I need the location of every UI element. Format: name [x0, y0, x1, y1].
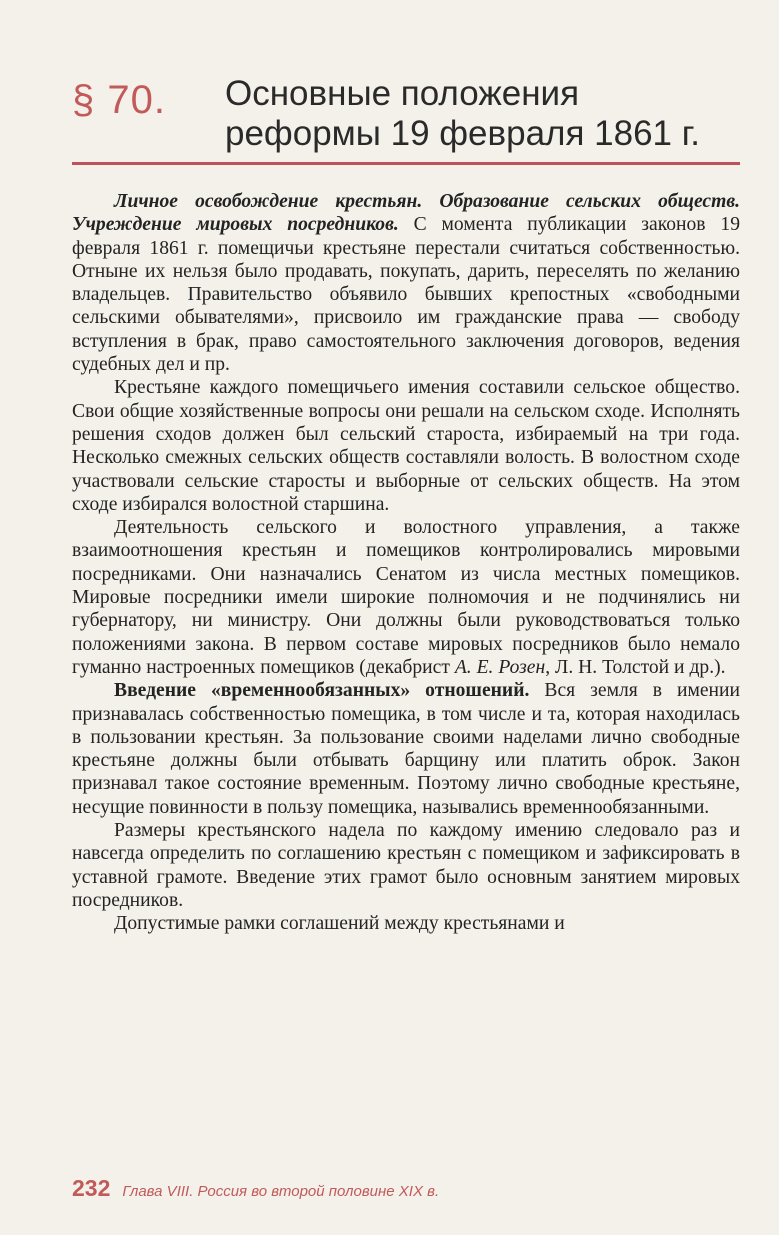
section-title	[225, 74, 700, 154]
title-rule	[72, 162, 740, 165]
paragraph-lead: Введение «временнообязанных» отношений.	[114, 680, 530, 702]
paragraph-text: Размеры крестьянского надела по каждому имению следовало раз и навсегда определить по соглашению крестьян с помещиком и зафиксировать в уставной грамоте. Введение этих грамот было основным занятием мировых посредников.	[72, 820, 740, 911]
paragraph-text: Деятельность сельского и волостного управления, а также взаимоотношения крестьян и помещиков контролировались мировыми посредниками. Они назначались Сенатом из числа местных помещиков. Мировые посредники имели широкие полномочия и не подчинялись ни губернатору, ни министру. Они должны были руководствоваться только положениями закона. В первом составе мировых посредников было немало гуманно настроенных помещиков (декабрист	[72, 517, 740, 678]
paragraph-text: С момента публикации законов 19 февраля 1861 г. помещичьи крестьяне перестали считаться собственностью. Отныне их нельзя было продавать, покупать, дарить, переселять по желанию владельцев. Правительство объявило бывших крепостных «свободными сельскими обывателями», присвоило им гражданские права — свободу вступления в брак, право самостоятельного заключения договоров, ведения судебных дел и пр.	[72, 214, 740, 376]
running-head: Глава VIII. Россия во второй половине XIX в.	[122, 1183, 440, 1200]
paragraph-lead: Личное освобождение крестьян. Образование сельских обществ. Учреждение мировых посредников.	[72, 191, 740, 236]
paragraph-text: Крестьяне каждого помещичьего имения составили сельское общество. Свои общие хозяйственные вопросы они решали на сельском сходе. Исполнять решения сходов должен был сельский староста, избираемый на три года. Несколько смежных сельских обществ составляли волость. В волостном сходе участвовали сельские старосты и выборные от сельских обществ. На этом сходе избирался волостной старшина.	[72, 377, 740, 515]
paragraph	[72, 819, 740, 912]
section-number: § 70.	[72, 78, 166, 122]
paragraph-text: Допустимые рамки соглашений между крестьянами и	[114, 913, 565, 935]
paragraph-text: Вся земля в имении признавалась собственностью помещика, в том числе и та, которая находилась в пользовании крестьян. За пользование своими наделами лично свободные крестьяне должны были отбывать барщину или платить оброк. Закон признавал такое состояние временным. Поэтому лично свободные крестьяне, несущие повинности в пользу помещика, назывались временнообязанными.	[72, 680, 741, 818]
paragraph-text: , Л. Н. Толстой и др.).	[545, 656, 726, 678]
paragraph	[72, 516, 740, 679]
paragraph	[72, 679, 740, 819]
paragraph	[72, 190, 740, 376]
person-name: А. Е. Розен	[454, 656, 546, 678]
page-number: 232	[72, 1175, 111, 1201]
section-title-line-2: реформы 19 февраля 1861 г.	[225, 114, 700, 153]
paragraph	[72, 912, 740, 935]
page-footer	[72, 1175, 439, 1205]
body-text	[72, 190, 740, 936]
section-header	[0, 70, 779, 170]
section-title-line-1: Основные положения	[225, 74, 580, 113]
paragraph	[72, 376, 740, 516]
